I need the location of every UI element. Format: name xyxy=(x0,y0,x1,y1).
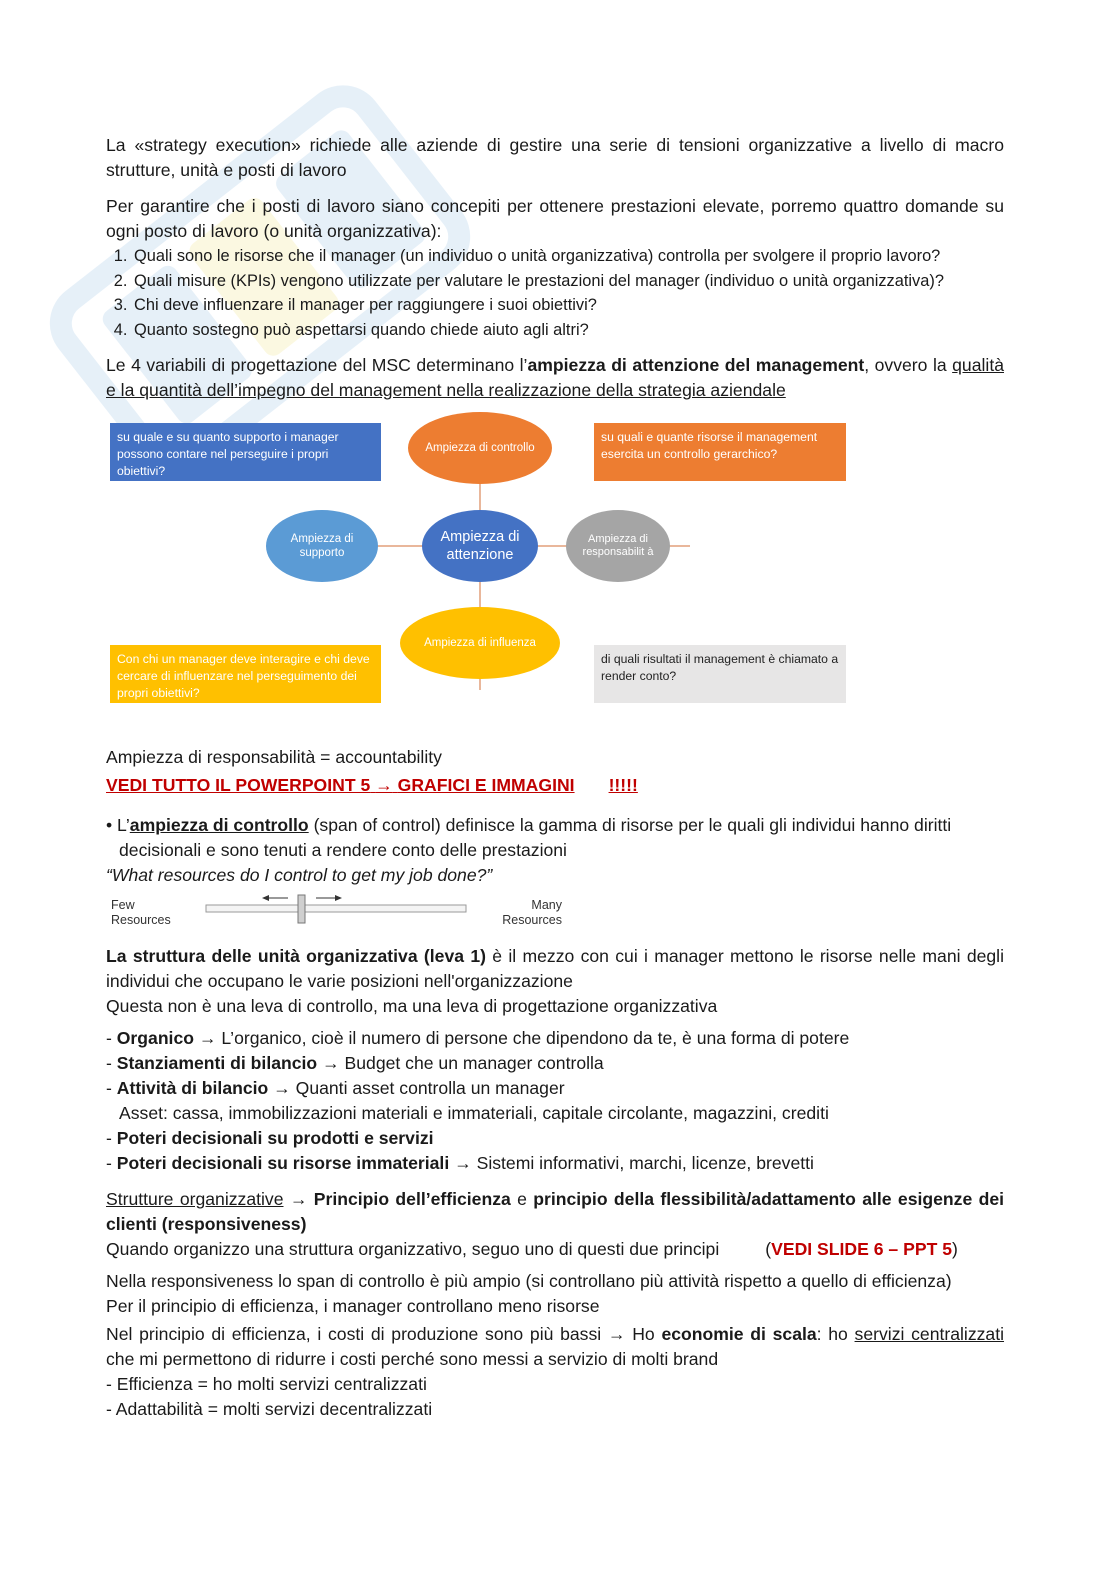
questions-list xyxy=(106,244,1004,342)
asset-line: Asset: cassa, immobilizzazioni materiali e immateriali, capitale circolante, magazzini, crediti xyxy=(119,1103,829,1123)
span-of-control-definition: • L’ampiezza di controllo (span of control) definisce la gamma di risorse per le quali gli individui hanno diritti decisionali e sono tenuti a rendere conto delle prestazioni “What resources do I control to get my job done?” xyxy=(106,813,1004,888)
quote-text: “What resources do I control to get my job done?” xyxy=(106,865,493,885)
support-description-box: su quale e su quanto supporto i manager possono contare nel perseguire i propri obiettivi? xyxy=(110,423,381,481)
span-of-support-node: Ampiezza di supporto xyxy=(266,510,378,582)
span-of-accountability-node: Ampiezza di responsabilit à xyxy=(566,510,670,582)
resources-slider xyxy=(106,893,576,935)
intro-paragraph-2: Per garantire che i posti di lavoro siano concepiti per ottenere prestazioni elevate, porremo quattro domande su ogni posto di lavoro (o unità organizzativa): xyxy=(106,196,1004,241)
economies-paragraph: Nel principio di efficienza, i costi di produzione sono più bassi → Ho economie di scala: ho servizi centralizzati che mi permettono di ridurre i costi perché sono messi a servizio di molti brand - Efficienza = ho molti servizi centralizzati - Adattabilità = molti servizi decentralizzati xyxy=(106,1322,1004,1422)
efficiency-paragraph: Nella responsiveness lo span di controllo è più ampio (si controllano più attività rispetto a quello di efficienza) Per il principio di efficienza, i manager controllano meno risorse xyxy=(106,1271,952,1316)
slider-track xyxy=(196,893,476,935)
slider-right-label: Many Resources xyxy=(502,898,562,927)
control-description-box: su quali e quante risorse il management esercita un controllo gerarchico? xyxy=(594,423,846,481)
list-item: - Poteri decisionali su risorse immateriali → Sistemi informativi, marchi, licenze, brevetti xyxy=(106,1153,814,1173)
principles-line: Quando organizzo una struttura organizzativo, seguo uno di questi due principi (VEDI SLIDE 6 – PPT 5) xyxy=(106,1239,958,1259)
list-item: - Adattabilità = molti servizi decentralizzati xyxy=(106,1399,433,1419)
list-item: - Attività di bilancio → Quanti asset controlla un manager xyxy=(106,1078,565,1098)
list-item: - Stanziamenti di bilancio → Budget che un manager controlla xyxy=(106,1053,604,1073)
responsibility-description-box: di quali risultati il management è chiamato a render conto? xyxy=(594,645,846,703)
intro-paragraph-1: La «strategy execution» richiede alle aziende di gestire una serie di tensioni organizzative a livello di macro strutture, unità e posti di lavoro xyxy=(106,135,1004,180)
list-item: - Efficienza = ho molti servizi centralizzati xyxy=(106,1374,427,1394)
list-item: - Poteri decisionali su prodotti e servizi xyxy=(106,1128,434,1148)
list-item: 2. Quali misure (KPIs) vengono utilizzate per valutare le prestazioni del manager (individuo o unità organizzativa)? xyxy=(132,269,1004,294)
influence-description-box: Con chi un manager deve interagire e chi deve cercare di influenzare nel perseguimento dei propri obiettivi? xyxy=(110,645,381,703)
intro-paragraph-3: Le 4 variabili di progettazione del MSC determinano l’ampiezza di attenzione del management, ovvero la qualità e la quantità dell’impegno del management nella realizzazione della strategia aziendale xyxy=(106,355,1004,400)
span-of-attention-node: Ampiezza di attenzione xyxy=(422,510,538,582)
structures-principles: Strutture organizzative → Principio dell’efficienza e principio della flessibilità/adattamento alle esigenze dei clienti (responsiveness) xyxy=(106,1189,1005,1234)
list-item: 3. Chi deve influenzare il manager per raggiungere i suoi obiettivi? xyxy=(132,293,1004,318)
list-item: 1. Quali sono le risorse che il manager (un individuo o unità organizzativa) controlla per svolgere il proprio lavoro? xyxy=(132,244,1004,269)
span-of-influence-node: Ampiezza di influenza xyxy=(400,607,560,679)
span-of-control-node: Ampiezza di controllo xyxy=(408,412,552,484)
powerpoint-note: VEDI TUTTO IL POWERPOINT 5 → GRAFICI E IMMAGINI !!!!! xyxy=(106,775,638,795)
organization-structure-paragraph: La struttura delle unità organizzativa (leva 1) è il mezzo con cui i manager mettono le risorse nelle mani degli individui che occupano le varie posizioni nell'organizzazione Questa non è una leva di controllo, ma una leva di progettazione organizzativa xyxy=(106,946,1004,1016)
list-item: 4. Quanto sostegno può aspettarsi quando chiede aiuto agli altri? xyxy=(132,318,1004,343)
resource-types-list xyxy=(106,1026,1004,1176)
slider-left-label: Few Resources xyxy=(111,898,171,927)
attention-diagram xyxy=(110,410,850,706)
list-item: - Organico → L’organico, cioè il numero di persone che dipendono da te, è una forma di potere xyxy=(106,1028,850,1048)
accountability-line: Ampiezza di responsabilità = accountability xyxy=(106,747,442,767)
